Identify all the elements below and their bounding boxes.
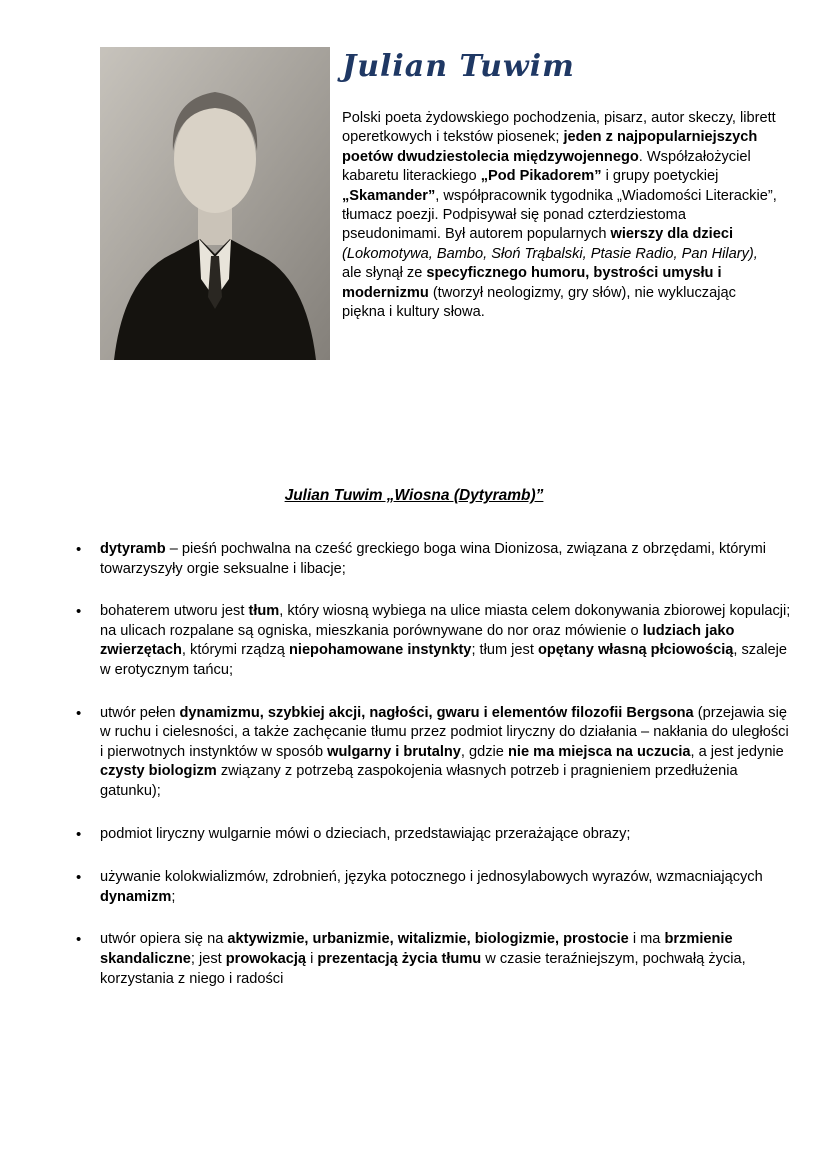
- header-section: [100, 47, 779, 360]
- list-item-text: dytyramb – pieśń pochwalna na cześć greckiego boga wina Dionizosa, związana z obrzędami, którymi towarzyszyły orgie seksualne i libacje;: [100, 541, 766, 577]
- bullet-marker: [76, 930, 100, 989]
- list-item-text: utwór pełen dynamizmu, szybkiej akcji, nagłości, gwaru i elementów filozofii Bergsona (przejawia się w ruchu i cielesności, a także zachęcanie tłumu przez podmiot liryczny do działania – nakłania do uległości i pierwotnych instynktów w sposób wulgarny i brutalny, gdzie nie ma miejsca na uczucia, a jest jedynie czysty biologizm związany z potrzebą zaspokojenia własnych potrzeb i pragnieniem przedłużenia gatunku);: [100, 704, 789, 799]
- bullet-list: [76, 540, 792, 1012]
- bullet-marker: [76, 868, 100, 907]
- list-item-text: podmiot liryczny wulgarnie mówi o dzieciach, przedstawiając przerażające obrazy;: [100, 825, 631, 842]
- list-item: [76, 704, 792, 802]
- bullet-marker: [76, 602, 100, 680]
- bullet-marker: [76, 704, 100, 802]
- section-heading: Julian Tuwim „Wiosna (Dytyramb)”: [284, 487, 544, 504]
- list-item-text: bohaterem utworu jest tłum, który wiosną wybiega na ulice miasta celem dokonywania zbiorowej kopulacji; na ulicach rozpalane są ogniska, mieszkania porównywane do nor oraz mówienie o ludziach jako zwierzętach, którymi rządzą niepohamowane instynkty; tłum jest opętany własną płciowością, szaleje w erotycznym tańcu;: [100, 603, 791, 678]
- list-item-text: utwór opiera się na aktywizmie, urbanizmie, witalizmie, biologizmie, prostocie i ma brzmienie skandaliczne; jest prowokacją i prezentacją życia tłumu w czasie teraźniejszym, pochwałą życia, korzystania z niego i radości: [100, 931, 746, 987]
- header-text-column: [342, 47, 779, 360]
- list-item-text: używanie kolokwializmów, zdrobnień, języka potocznego i jednosylabowych wyrazów, wzmacniających dynamizm;: [100, 869, 763, 905]
- list-item: [76, 868, 792, 907]
- page-title: Julian Tuwim: [342, 49, 575, 84]
- portrait-photo: [100, 47, 330, 360]
- list-item: [76, 825, 792, 846]
- portrait-photo-graphic: [100, 47, 330, 360]
- list-item: [76, 540, 792, 579]
- list-item: [76, 930, 792, 989]
- bio-paragraph: Polski poeta żydowskiego pochodzenia, pisarz, autor skeczy, librett operetkowych i tekstów piosenek; jeden z najpopularniejszych poetów dwudziestolecia międzywojennego. Współzałożyciel kabaretu literackiego „Pod Pikadorem” i grupy poetyckiej „Skamander”, współpracownik tygodnika „Wiadomości Literackie”, tłumacz poezji. Podpisywał się ponad czterdziestoma pseudonimami. Był autorem popularnych wierszy dla dzieci (Lokomotywa, Bambo, Słoń Trąbalski, Ptasie Radio, Pan Hilary), ale słynął ze specyficznego humoru, bystrości umysłu i modernizmu (tworzył neologizmy, gry słów), nie wykluczając piękna i kultury słowa.: [342, 110, 777, 321]
- bullet-marker: [76, 825, 100, 846]
- list-item: [76, 602, 792, 680]
- bullet-marker: [76, 540, 100, 579]
